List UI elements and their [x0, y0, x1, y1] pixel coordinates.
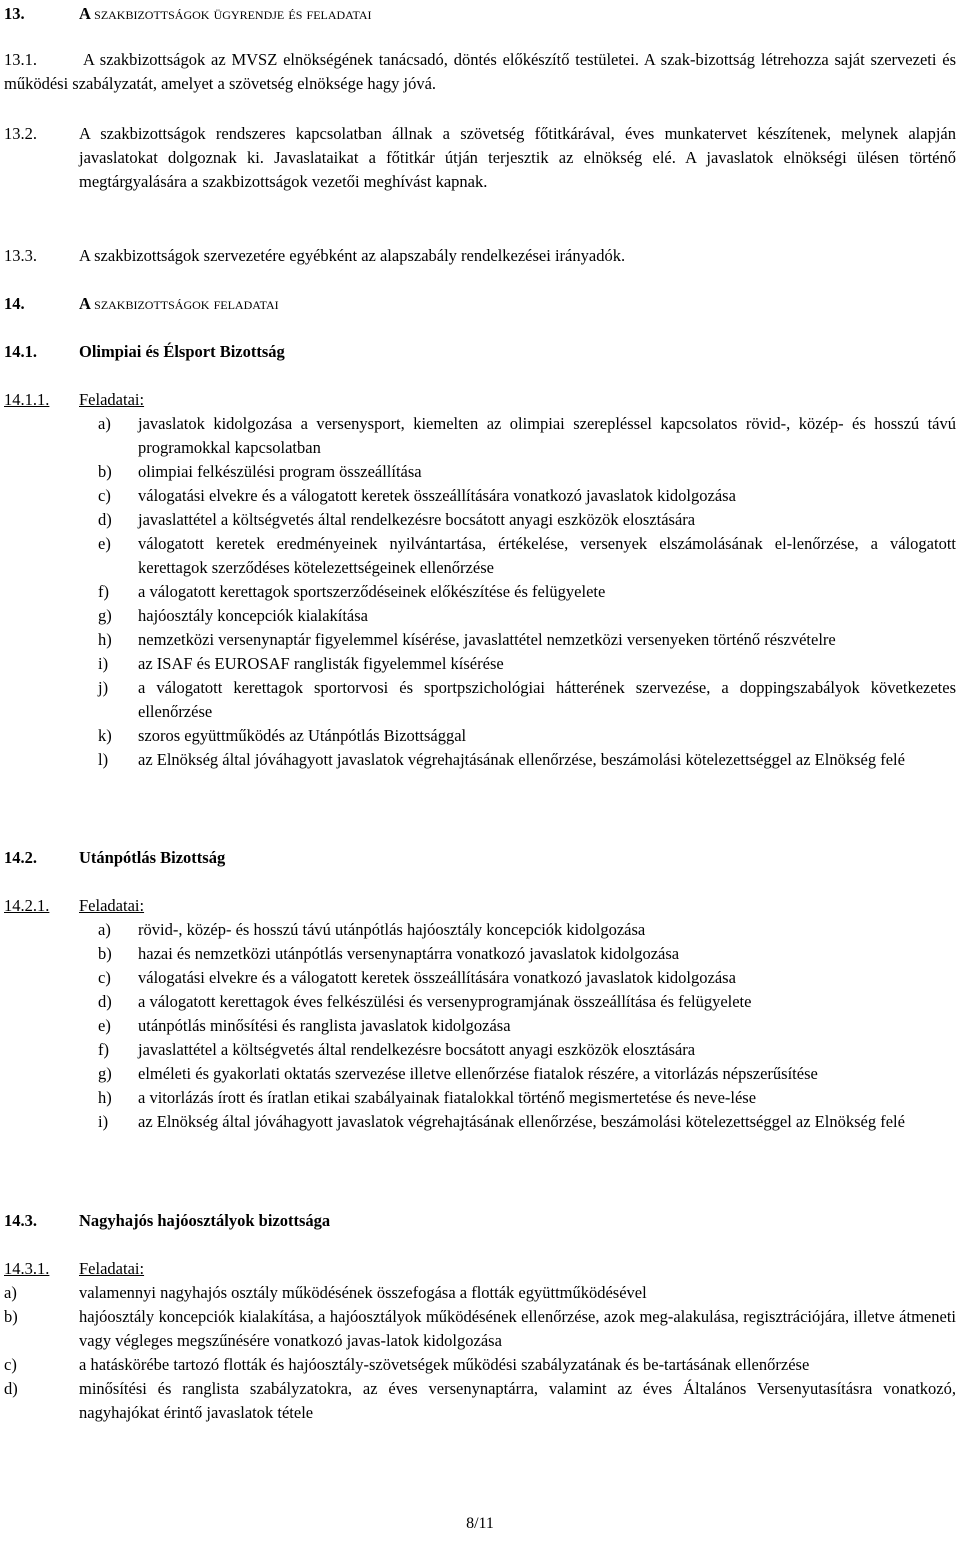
section-13-title-rest: szakbizottságok ügyrendje és feladatai	[94, 4, 372, 23]
list-item	[98, 966, 956, 990]
list-item	[98, 918, 956, 942]
list-item-text: a hatáskörébe tartozó flották és hajóosztály-szövetségek működési szabályzatának és be-tartásának ellenőrzése	[79, 1355, 810, 1374]
list-item-text: javaslatok kidolgozása a versenysport, kiemelten az olimpiai szerepléssel kapcsolatos rövid-, közép- és hosszú távú programokkal kapcsolatban	[138, 414, 956, 457]
list-item	[98, 942, 956, 966]
subsection-14-1-1-number: 14.1.1.	[4, 390, 50, 409]
list-item	[4, 1305, 956, 1353]
list-item	[98, 724, 956, 748]
list-item-text: az Elnökség által jóváhagyott javaslatok végrehajtásának ellenőrzése, beszámolási kötelezettséggel az Elnökség felé	[138, 1112, 905, 1131]
list-item-marker: c)	[98, 486, 111, 505]
subsection-14-3-1-label: Feladatai:	[79, 1259, 145, 1278]
list-14-1-tasks	[98, 412, 956, 772]
list-item-marker: d)	[98, 510, 112, 529]
list-item-marker: c)	[98, 968, 111, 987]
section-14-2-title: Utánpótlás Bizottság	[79, 848, 226, 867]
paragraph-13-1-text: A szakbizottságok az MVSZ elnökségének tanácsadó, döntés előkészítő testületei. A szak-bizottság létrehozza saját szervezeti és működési szabályzatát, amelyet a szövetség elnöksége hagy jóvá.	[4, 50, 956, 93]
list-item	[4, 1377, 956, 1425]
section-14-title-rest: szakbizottságok feladatai	[94, 294, 279, 313]
section-14-1-heading	[0, 340, 960, 364]
section-14-3-heading	[0, 1209, 960, 1233]
list-item	[98, 460, 956, 484]
subsection-14-1-1	[0, 388, 960, 412]
paragraph-13-1-number: 13.1.	[4, 50, 37, 69]
section-14-title	[79, 292, 956, 316]
subsection-14-3-1	[0, 1257, 960, 1281]
list-item-text: a vitorlázás írott és íratlan etikai szabályainak fiatalokkal történő megismertetése és neve-lése	[138, 1088, 757, 1107]
list-item-marker: i)	[98, 1112, 109, 1131]
section-14-1-number: 14.1.	[4, 342, 37, 361]
list-item-text: olimpiai felkészülési program összeállítása	[138, 462, 422, 481]
list-item	[98, 1086, 956, 1110]
list-item	[98, 532, 956, 580]
list-item	[98, 508, 956, 532]
list-item-marker: b)	[4, 1307, 18, 1326]
list-item-text: válogatási elvekre és a válogatott keretek összeállítására vonatkozó javaslatok kidolgozása	[138, 968, 736, 987]
list-item-marker: e)	[98, 534, 111, 553]
list-item-marker: g)	[98, 606, 112, 625]
list-item-text: szoros együttműködés az Utánpótlás Bizottsággal	[138, 726, 467, 745]
subsection-14-2-1-number: 14.2.1.	[4, 896, 50, 915]
list-item-text: rövid-, közép- és hosszú távú utánpótlás hajóosztály koncepciók kidolgozása	[138, 920, 646, 939]
list-14-3-tasks	[4, 1281, 956, 1425]
list-item	[98, 1062, 956, 1086]
paragraph-13-1	[0, 48, 960, 96]
list-item	[98, 604, 956, 628]
list-item-text: javaslattétel a költségvetés által rendelkezésre bocsátott anyagi eszközök elosztására	[138, 510, 696, 529]
list-item	[4, 1281, 956, 1305]
section-14-number: 14.	[4, 294, 25, 313]
list-item-marker: h)	[98, 1088, 112, 1107]
section-13-title-first: A	[79, 4, 91, 23]
list-item	[98, 484, 956, 508]
list-item-marker: k)	[98, 726, 112, 745]
paragraph-13-2-text: A szakbizottságok rendszeres kapcsolatban állnak a szövetség főtitkárával, éves munkatervet készítenek, melynek alapján javaslatokat dolgoznak ki. Javaslataikat a főtitkár útján terjesztik az elnökség elé. A javaslatok elnökségi ülésen történő megtárgyalására a szakbizottságok vezetői meghívást kapnak.	[79, 124, 956, 191]
list-item-marker: b)	[98, 944, 112, 963]
list-item	[98, 628, 956, 652]
list-item-marker: i)	[98, 654, 109, 673]
list-item-marker: a)	[98, 920, 111, 939]
list-item-marker: a)	[4, 1283, 17, 1302]
list-14-2-tasks	[98, 918, 956, 1134]
list-item-text: hazai és nemzetközi utánpótlás versenynaptárra vonatkozó javaslatok kidolgozása	[138, 944, 680, 963]
list-item-text: utánpótlás minősítési és ranglista javaslatok kidolgozása	[138, 1016, 511, 1035]
section-14-2-number: 14.2.	[4, 848, 37, 867]
paragraph-13-3	[0, 244, 960, 268]
list-item-text: az Elnökség által jóváhagyott javaslatok végrehajtásának ellenőrzése, beszámolási kötelezettséggel az Elnökség felé	[138, 750, 905, 769]
list-item-text: a válogatott kerettagok sportorvosi és sportpszichológiai hátterének szervezése, a doppingszabályok következetes ellenőrzése	[138, 678, 956, 721]
list-item-marker: g)	[98, 1064, 112, 1083]
subsection-14-1-1-label: Feladatai:	[79, 390, 145, 409]
list-item-marker: e)	[98, 1016, 111, 1035]
page-number: 8/11	[466, 1515, 494, 1532]
section-13-heading	[0, 2, 960, 26]
section-14-3-number: 14.3.	[4, 1211, 37, 1230]
list-item-marker: b)	[98, 462, 112, 481]
subsection-14-2-1-label: Feladatai:	[79, 896, 145, 915]
paragraph-13-3-text: A szakbizottságok szervezetére egyébként az alapszabály rendelkezései irányadók.	[79, 246, 626, 265]
subsection-14-3-1-number: 14.3.1.	[4, 1259, 50, 1278]
list-item-marker: h)	[98, 630, 112, 649]
list-item-marker: j)	[98, 678, 109, 697]
list-item-text: elméleti és gyakorlati oktatás szervezése illetve ellenőrzése fiatalok részére, a vitorlázás népszerűsítése	[138, 1064, 818, 1083]
list-item-text: válogatott keretek eredményeinek nyilvántartása, értékelése, versenyek elszámolásának el-lenőrzése, a válogatott kerettagok szerződéses kötelezettségeinek ellenőrzése	[138, 534, 956, 577]
subsection-14-2-1	[0, 894, 960, 918]
section-13-number: 13.	[4, 4, 25, 23]
list-item	[98, 748, 956, 772]
section-13-title	[79, 2, 956, 26]
list-item	[4, 1353, 956, 1377]
list-item-text: a válogatott kerettagok éves felkészülési és versenyprogramjának összeállítása és felügyelete	[138, 992, 752, 1011]
list-item-text: nemzetközi versenynaptár figyelemmel kísérése, javaslattétel nemzetközi versenyeken történő részvételre	[138, 630, 836, 649]
list-item-marker: d)	[4, 1379, 18, 1398]
section-14-3-title: Nagyhajós hajóosztályok bizottsága	[79, 1211, 331, 1230]
section-14-2-heading	[0, 846, 960, 870]
list-item-text: javaslattétel a költségvetés által rendelkezésre bocsátott anyagi eszközök elosztására	[138, 1040, 696, 1059]
list-item-marker: a)	[98, 414, 111, 433]
list-item-marker: c)	[4, 1355, 17, 1374]
list-item-text: válogatási elvekre és a válogatott keretek összeállítására vonatkozó javaslatok kidolgozása	[138, 486, 736, 505]
list-item-marker: l)	[98, 750, 109, 769]
list-item	[98, 1014, 956, 1038]
list-item	[98, 990, 956, 1014]
list-item-text: valamennyi nagyhajós osztály működésének összefogása a flották együttműködésével	[79, 1283, 647, 1302]
list-item-text: minősítési és ranglista szabályzatokra, az éves versenynaptárra, valamint az éves Általános Versenyutasításra vonatkozó, nagyhajókat érintő javaslatok tétele	[79, 1379, 956, 1422]
list-item	[98, 676, 956, 724]
list-item-text: hajóosztály koncepciók kialakítása	[138, 606, 369, 625]
section-14-1-title: Olimpiai és Élsport Bizottság	[79, 342, 285, 361]
list-item-text: hajóosztály koncepciók kialakítása, a hajóosztályok működésének ellenőrzése, azok meg-alakulása, regisztrációjára, illetve átmeneti vagy végleges megszűnésére vonatkozó javas-latok kidolgozása	[79, 1307, 956, 1350]
list-item-text: a válogatott kerettagok sportszerződéseinek előkészítése és felügyelete	[138, 582, 606, 601]
paragraph-13-2-number: 13.2.	[4, 124, 37, 143]
paragraph-13-3-number: 13.3.	[4, 246, 37, 265]
section-14-heading	[0, 292, 960, 316]
list-item-marker: f)	[98, 1040, 109, 1059]
list-item-marker: f)	[98, 582, 109, 601]
list-item-text: az ISAF és EUROSAF ranglisták figyelemmel kísérése	[138, 654, 504, 673]
list-item	[98, 412, 956, 460]
list-item	[98, 1038, 956, 1062]
list-item	[98, 580, 956, 604]
list-item	[98, 1110, 956, 1134]
section-14-title-first: A	[79, 294, 91, 313]
paragraph-13-2	[0, 122, 960, 194]
list-item	[98, 652, 956, 676]
list-item-marker: d)	[98, 992, 112, 1011]
